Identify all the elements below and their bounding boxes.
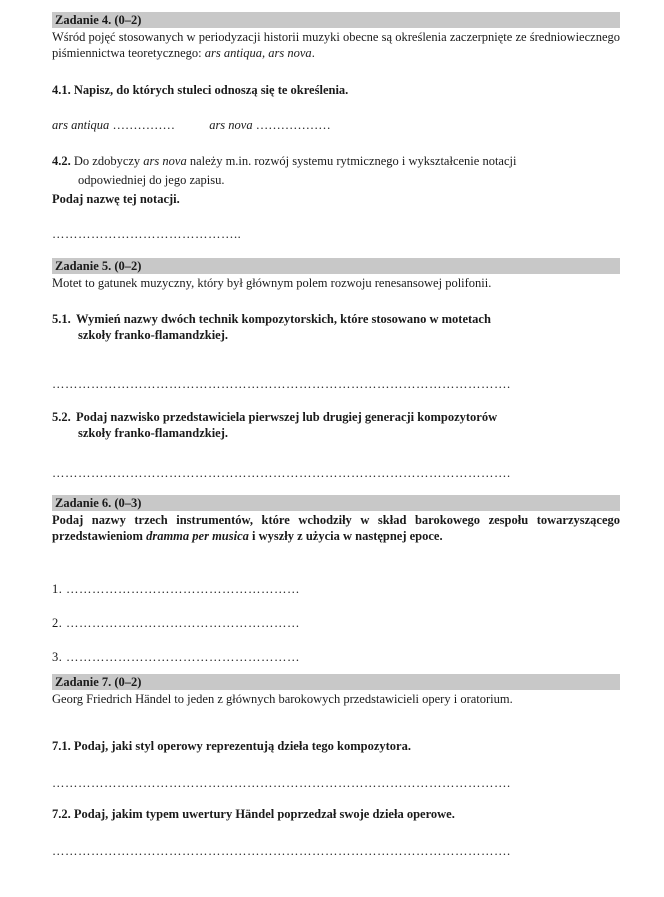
dots: ………………: [255, 118, 331, 132]
q-number: 4.2.: [52, 154, 71, 168]
task-6: [52, 495, 620, 544]
question-4-1: 4.1. Napisz, do których stuleci odnoszą się te określenia.: [52, 83, 349, 97]
answer-line-6-1[interactable]: 1. ………………………………………………: [52, 582, 300, 596]
task-4-intro: Wśród pojęć stosowanych w periodyzacji historii muzyki obecne są określenia zaczerpnięte ze średniowiecznego piśmiennictwa teoretycznego: ars antiqua, ars nova.: [52, 30, 620, 60]
task-5-heading: Zadanie 5. (0–2): [52, 258, 620, 274]
question-7-1: 7.1. Podaj, jaki styl operowy reprezentują dzieła tego kompozytora.: [52, 739, 411, 753]
answer-line-4-1[interactable]: [52, 118, 620, 133]
answer-line-6-2[interactable]: 2. ………………………………………………: [52, 616, 300, 630]
term-ars-nova: ars nova: [209, 118, 253, 132]
task-5-intro: Motet to gatunek muzyczny, który był głównym polem rozwoju renesansowej polifonii.: [52, 276, 492, 290]
answer-line-7-1[interactable]: …………………………………………………………………………………………….: [52, 776, 511, 790]
answer-line-5-2[interactable]: …………………………………………………………………………………………….: [52, 466, 511, 480]
answer-line-7-2[interactable]: …………………………………………………………………………………………….: [52, 844, 511, 858]
task-7: [52, 674, 620, 707]
question-4-2: 4.2. Do zdobyczy ars nova należy m.in. rozwój systemu rytmicznego i wykształcenie notacji odpowiedniej do jego zapisu. Podaj nazwę tej notacji.: [52, 153, 620, 207]
term-ars-antiqua: ars antiqua: [52, 118, 110, 132]
command-4-2: Podaj nazwę tej notacji.: [52, 192, 180, 206]
question-7-2: 7.2. Podaj, jakim typem uwertury Händel poprzedzał swoje dzieła operowe.: [52, 807, 455, 821]
question-5-1: 5.1. Wymień nazwy dwóch technik kompozytorskich, które stosowano w motetach szkoły franko-flamandzkiej.: [52, 312, 491, 342]
dots: ……………: [112, 118, 175, 132]
task-7-heading: Zadanie 7. (0–2): [52, 674, 620, 690]
task-6-heading: Zadanie 6. (0–3): [52, 495, 620, 511]
answer-line-4-2[interactable]: ……………………………………..: [52, 227, 242, 241]
question-5-2: 5.2. Podaj nazwisko przedstawiciela pierwszej lub drugiej generacji kompozytorów szkoły franko-flamandzkiej.: [52, 410, 498, 440]
task-4-heading: Zadanie 4. (0–2): [52, 12, 620, 28]
answer-line-6-3[interactable]: 3. ………………………………………………: [52, 650, 300, 664]
task-4: [52, 12, 620, 61]
task-7-intro: Georg Friedrich Händel to jeden z głównych barokowych przedstawicieli opery i oratorium.: [52, 692, 513, 706]
answer-line-5-1[interactable]: …………………………………………………………………………………………….: [52, 377, 511, 391]
task-5: [52, 258, 620, 291]
task-6-question: Podaj nazwy trzech instrumentów, które wchodziły w skład barokowego zespołu towarzyszącego przedstawieniom dramma per musica i wyszły z użycia w następnej epoce.: [52, 513, 620, 543]
